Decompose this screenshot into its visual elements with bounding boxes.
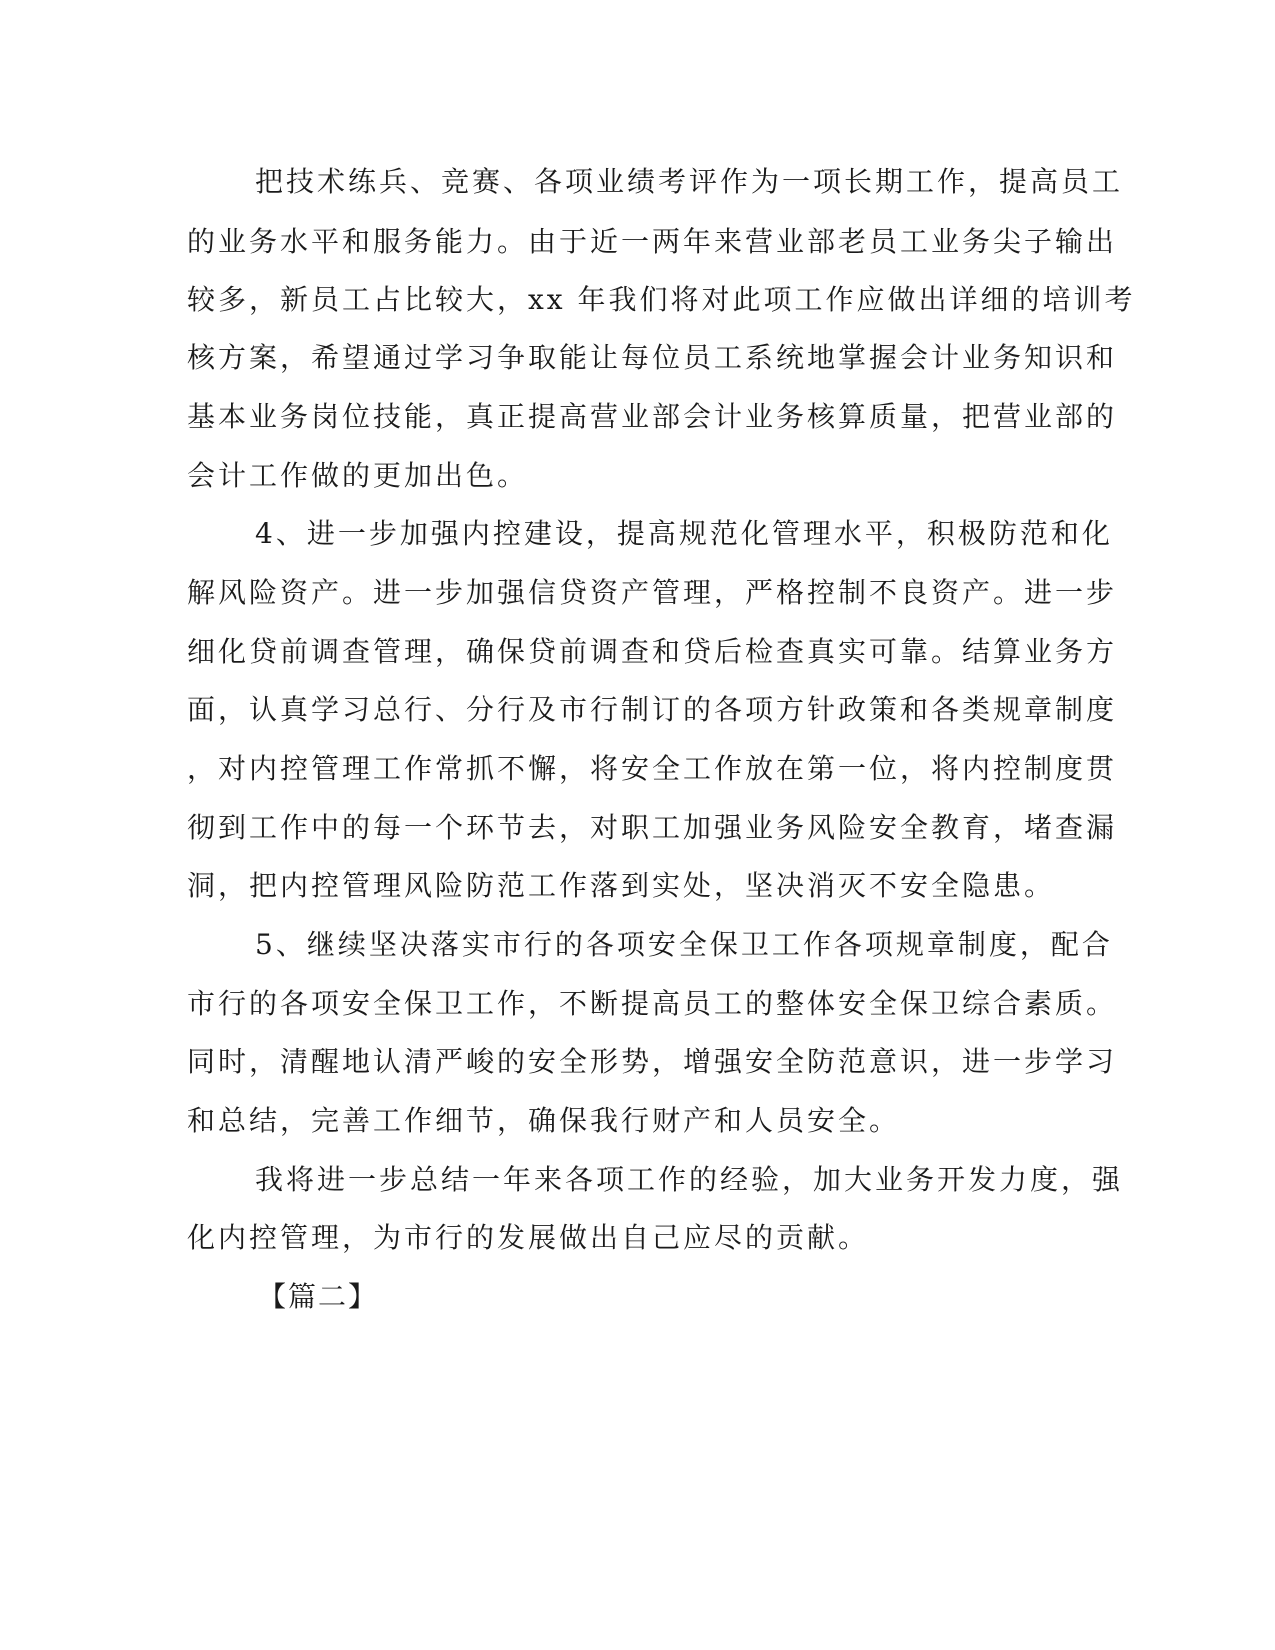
text-line: 市行的各项安全保卫工作，不断提高员工的整体安全保卫综合素质。 bbox=[187, 987, 1118, 1020]
text-line: 较多，新员工占比较大，xx 年我们将对此项工作应做出详细的培训考 bbox=[187, 283, 1136, 316]
text-line: 彻到工作中的每一个环节去，对职工加强业务风险安全教育，堵查漏 bbox=[187, 811, 1118, 844]
text-line: 我将进一步总结一年来各项工作的经验，加大业务开发力度，强 bbox=[255, 1163, 1124, 1196]
text-line: 面，认真学习总行、分行及市行制订的各项方针政策和各类规章制度 bbox=[187, 693, 1118, 726]
text-line: 4、进一步加强内控建设，提高规范化管理水平，积极防范和化 bbox=[255, 517, 1113, 550]
text-line: 化内控管理，为市行的发展做出自己应尽的贡献。 bbox=[187, 1221, 870, 1254]
text-line: 把技术练兵、竞赛、各项业绩考评作为一项长期工作，提高员工 bbox=[255, 165, 1124, 198]
text-line: 5、继续坚决落实市行的各项安全保卫工作各项规章制度，配合 bbox=[255, 928, 1113, 961]
text-line: 和总结，完善工作细节，确保我行财产和人员安全。 bbox=[187, 1104, 901, 1137]
text-line: 基本业务岗位技能，真正提高营业部会计业务核算质量，把营业部的 bbox=[187, 400, 1118, 433]
section-heading: 【篇二】 bbox=[258, 1280, 379, 1313]
text-line: 会计工作做的更加出色。 bbox=[187, 459, 529, 492]
text-line: 的业务水平和服务能力。由于近一两年来营业部老员工业务尖子输出 bbox=[187, 225, 1118, 258]
text-line: 洞，把内控管理风险防范工作落到实处，坚决消灭不安全隐患。 bbox=[187, 869, 1056, 902]
text-line: ，对内控管理工作常抓不懈，将安全工作放在第一位，将内控制度贯 bbox=[187, 752, 1118, 785]
text-line: 同时，清醒地认清严峻的安全形势，增强安全防范意识，进一步学习 bbox=[187, 1045, 1118, 1078]
text-line: 解风险资产。进一步加强信贷资产管理，严格控制不良资产。进一步 bbox=[187, 576, 1118, 609]
text-line: 核方案，希望通过学习争取能让每位员工系统地掌握会计业务知识和 bbox=[187, 341, 1118, 374]
text-line: 细化贷前调查管理，确保贷前调查和贷后检查真实可靠。结算业务方 bbox=[187, 635, 1118, 668]
